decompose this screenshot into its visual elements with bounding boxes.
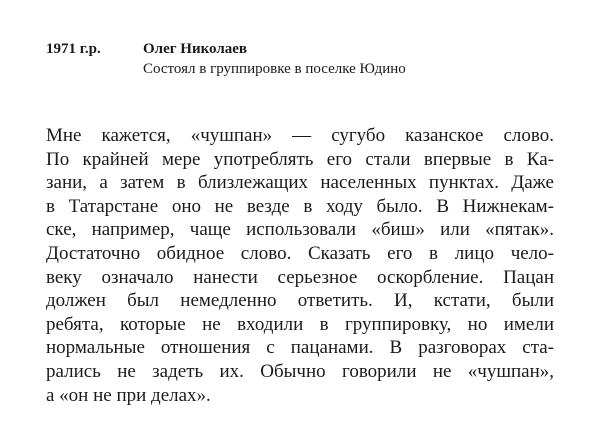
text-line: должен был немедленно ответить. И, кстати, были xyxy=(46,290,554,312)
author-description: Состоял в группировке в поселке Юдино xyxy=(143,61,406,77)
text-line: в Татарстане оно не везде в ходу было. В Нижнекам- xyxy=(46,195,554,217)
author-name: Олег Николаев xyxy=(143,41,248,57)
text-line: нормальные отношения с пацанами. В разговорах ста- xyxy=(46,337,554,359)
text-line: ребята, которые не входили в группировку, но имели xyxy=(46,313,554,335)
birth-year: 1971 г.р. xyxy=(46,41,101,57)
text-line: зани, а затем в близлежащих населенных пунктах. Даже xyxy=(46,172,554,194)
text-line: ске, например, чаще использовали «биш» или «пятак». xyxy=(46,219,554,241)
text-line: Мне кажется, «чушпан» — сугубо казанское слово. xyxy=(46,125,554,146)
text-line: Достаточно обидное слово. Сказать его в лицо чело- xyxy=(46,242,554,264)
text-line: а «он не при делах». xyxy=(46,384,211,406)
text-line: По крайней мере употреблять его стали впервые в Ка- xyxy=(46,148,554,170)
text-line: рались не задеть их. Обычно говорили не «чушпан», xyxy=(46,360,554,382)
quote-body xyxy=(46,124,554,407)
text-line: веку означало нанести серьезное оскорбление. Пацан xyxy=(46,266,554,288)
